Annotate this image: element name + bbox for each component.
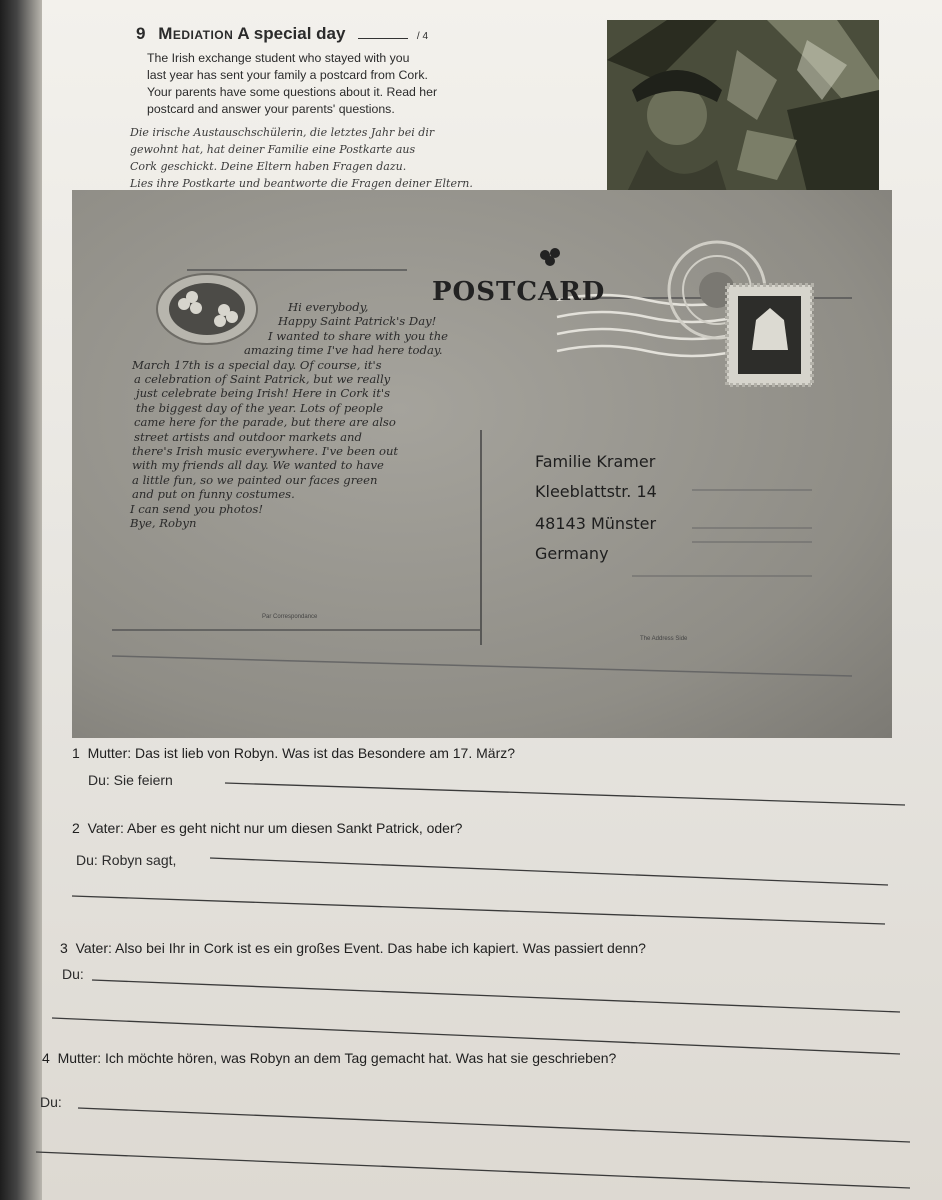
exercise-title: A special day [237,24,346,43]
question-number: 4 [42,1050,50,1066]
message-line: came here for the parade, but there are also [134,415,396,430]
question-text: Vater: Aber es geht nicht nur um diesen Sankt Patrick, oder? [87,820,463,836]
question-number: 2 [72,820,80,836]
message-line: a little fun, so we painted our faces green [132,472,378,487]
message-line: Happy Saint Patrick's Day! [278,314,437,329]
postcard-message [128,300,498,531]
exercise-number: 9 [136,24,146,43]
intro-en-line: postcard and answer your parents' questions. [147,102,395,116]
message-line: just celebrate being Irish! Here in Cork it's [136,386,391,401]
message-line: Bye, Robyn [130,516,197,531]
exercise-category: Mediation [158,24,234,43]
intro-de-line: gewohnt hat, hat deiner Familie eine Postkarte aus [130,143,416,156]
message-line: and put on funny costumes. [132,487,295,502]
message-line: street artists and outdoor markets and [134,429,362,444]
question-number: 1 [72,745,80,761]
intro-de-line: Die irische Austauschschülerin, die letztes Jahr bei dir [130,126,435,139]
question-3 [60,940,646,956]
address-street: Kleeblattstr. 14 [535,482,657,501]
postcard-title: POSTCARD [432,277,606,307]
message-line: March 17th is a special day. Of course, it's [132,357,382,372]
score-points: / 4 [416,31,429,42]
message-line: Hi everybody, [288,300,369,314]
message-line: amazing time I've had here today. [244,343,443,358]
answer-prompt-2: Du: Robyn sagt, [76,852,177,868]
fine-print-right: The Address Side [640,636,688,642]
answer-prompt-3: Du: [62,966,84,982]
intro-english [147,50,547,118]
question-text: Mutter: Das ist lieb von Robyn. Was ist das Besondere am 17. März? [87,745,516,761]
question-4 [42,1050,616,1066]
answer-prompt-4: Du: [40,1094,62,1110]
question-number: 3 [60,940,68,956]
address-name: Familie Kramer [535,452,656,471]
exercise-header [136,24,428,44]
message-line: I can send you photos! [130,501,264,516]
intro-en-line: The Irish exchange student who stayed with you [147,51,410,65]
address-city: 48143 Münster [535,514,657,533]
message-line: a celebration of Saint Patrick, but we really [134,372,391,387]
message-line: the biggest day of the year. Lots of people [136,400,384,415]
intro-german [130,124,590,192]
parade-photo [607,20,879,192]
intro-en-line: last year has sent your family a postcard from Cork. [147,68,428,82]
question-text: Vater: Also bei Ihr in Cork ist es ein großes Event. Das habe ich kapiert. Was passiert denn? [75,940,646,956]
address-country: Germany [535,544,609,563]
message-line: with my friends all day. We wanted to have [132,458,384,473]
message-line: I wanted to share with you the [268,328,449,343]
message-line: there's Irish music everywhere. I've been out [132,444,399,459]
book-spine [0,0,42,1200]
intro-de-line: Cork geschickt. Deine Eltern haben Fragen dazu. [130,160,407,173]
question-1 [72,745,515,761]
question-text: Mutter: Ich möchte hören, was Robyn an dem Tag gemacht hat. Was hat sie geschrieben? [57,1050,617,1066]
score-blank[interactable] [358,24,408,39]
question-2 [72,820,462,836]
fine-print-left: Par Correspondance [262,614,318,620]
answer-prompt-1: Du: Sie feiern [88,772,173,788]
intro-en-line: Your parents have some questions about it. Read her [147,85,438,99]
intro-de-line: Lies ihre Postkarte und beantworte die Fragen deiner Eltern. [130,177,473,190]
